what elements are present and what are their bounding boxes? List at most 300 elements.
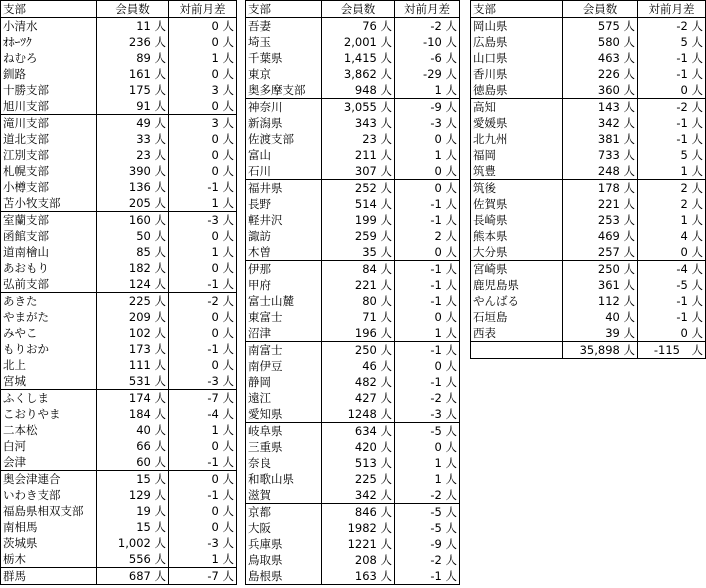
monthly-change: 1 人	[169, 551, 237, 568]
monthly-change: -3 人	[395, 406, 460, 423]
table-row	[246, 423, 460, 440]
monthly-change: 1 人	[638, 212, 706, 228]
monthly-change: 3 人	[169, 115, 237, 132]
table-row	[1, 406, 237, 422]
monthly-change: -1 人	[169, 341, 237, 357]
monthly-change: 2 人	[638, 196, 706, 212]
table-row	[1, 18, 237, 35]
table-row	[1, 357, 237, 373]
branch-name: いわき支部	[3, 488, 61, 502]
table-row	[471, 66, 706, 82]
monthly-change: 1 人	[395, 455, 460, 471]
member-count: 39 人	[563, 325, 638, 342]
branch-name: こおりやま	[3, 407, 61, 421]
monthly-change: 0 人	[395, 163, 460, 180]
member-count: 89 人	[97, 50, 169, 66]
member-count: 184 人	[97, 406, 169, 422]
member-count: 208 人	[322, 552, 395, 568]
monthly-change: -3 人	[395, 115, 460, 131]
member-count: 390 人	[97, 163, 169, 179]
member-count: 1,002 人	[97, 535, 169, 551]
monthly-change: 0 人	[169, 309, 237, 325]
table-row	[471, 147, 706, 163]
monthly-change: -7 人	[169, 390, 237, 407]
member-count: 91 人	[97, 98, 169, 115]
table-row	[1, 131, 237, 147]
monthly-change: 0 人	[395, 180, 460, 197]
branch-name: 鳥取県	[248, 553, 283, 567]
member-count: 343 人	[322, 115, 395, 131]
table-row	[1, 309, 237, 325]
table-row	[246, 406, 460, 423]
monthly-change: 0 人	[169, 260, 237, 276]
member-count: 19 人	[97, 503, 169, 519]
table-row	[1, 503, 237, 519]
member-count: 23 人	[322, 131, 395, 147]
monthly-change: -2 人	[395, 390, 460, 406]
member-count: 252 人	[322, 180, 395, 197]
header-branch: 支部	[1, 1, 97, 18]
branch-name: 二本松	[3, 423, 38, 437]
monthly-change: 2 人	[395, 228, 460, 244]
table-row	[246, 536, 460, 552]
branch-name: 東富士	[248, 310, 283, 324]
branch-name: 釧路	[3, 67, 26, 81]
table-row	[246, 261, 460, 278]
table-row	[246, 18, 460, 35]
table-row	[471, 196, 706, 212]
table-row	[246, 358, 460, 374]
branch-name: ｵﾎｰﾂｸ	[3, 35, 32, 49]
monthly-change: -2 人	[169, 293, 237, 310]
member-count: 136 人	[97, 179, 169, 195]
branch-name: 兵庫県	[248, 537, 283, 551]
branch-name: 徳島県	[473, 83, 508, 97]
member-count: 948 人	[322, 82, 395, 99]
branch-name: 大分県	[473, 245, 508, 259]
branch-name: みやこ	[3, 326, 38, 340]
table-row	[1, 147, 237, 163]
branch-name: 静岡	[248, 375, 271, 389]
member-count: 84 人	[322, 261, 395, 278]
monthly-change: 1 人	[395, 147, 460, 163]
branch-name: 栃木	[3, 552, 26, 566]
monthly-change: 1 人	[638, 163, 706, 180]
table-row	[1, 293, 237, 310]
table-row	[1, 454, 237, 471]
branch-name: 伊那	[246, 261, 322, 278]
branch-name: 熊本県	[473, 229, 508, 243]
branch-name: 福井県	[246, 180, 322, 197]
branch-name: 埼玉	[248, 35, 271, 49]
table-row	[471, 244, 706, 261]
member-count: 463 人	[563, 50, 638, 66]
member-count: 66 人	[97, 438, 169, 454]
member-count: 1248 人	[322, 406, 395, 423]
membership-table-1	[0, 0, 237, 585]
monthly-change: -1 人	[638, 293, 706, 309]
table-row	[471, 325, 706, 342]
branch-name: 南伊豆	[248, 359, 283, 373]
branch-name: 石垣島	[473, 310, 508, 324]
branch-name: 福島県相双支部	[3, 504, 84, 518]
member-count: 211 人	[322, 147, 395, 163]
header-monthly-change: 対前月差	[638, 1, 706, 18]
monthly-change: -29 人	[395, 66, 460, 82]
table-row	[246, 325, 460, 342]
table-row	[246, 99, 460, 116]
monthly-change: 0 人	[638, 82, 706, 99]
branch-name: 旭川支部	[3, 99, 49, 113]
monthly-change: -5 人	[395, 520, 460, 536]
member-count: 46 人	[322, 358, 395, 374]
branch-name: 長崎県	[473, 213, 508, 227]
monthly-change: 0 人	[169, 228, 237, 244]
table-row	[471, 180, 706, 197]
branch-name: 福岡	[473, 148, 496, 162]
monthly-change: -1 人	[169, 454, 237, 471]
member-count: 163 人	[322, 568, 395, 585]
branch-name: 鹿児島県	[473, 278, 519, 292]
branch-name: 道南檜山	[3, 245, 49, 259]
branch-name: ふくしま	[1, 390, 97, 407]
member-count: 513 人	[322, 455, 395, 471]
table-row	[1, 66, 237, 82]
branch-name: 西表	[473, 326, 496, 340]
monthly-change: 0 人	[395, 244, 460, 261]
member-count: 361 人	[563, 277, 638, 293]
total-label	[471, 342, 563, 359]
table-row	[246, 180, 460, 197]
table-row	[471, 131, 706, 147]
branch-name: 南相馬	[3, 520, 38, 534]
monthly-change: -1 人	[395, 277, 460, 293]
monthly-change: 0 人	[169, 325, 237, 341]
member-count: 259 人	[322, 228, 395, 244]
table-row	[246, 520, 460, 536]
member-count: 175 人	[97, 82, 169, 98]
member-count: 50 人	[97, 228, 169, 244]
branch-name: ねむろ	[3, 51, 38, 65]
branch-name: 室蘭支部	[1, 212, 97, 229]
member-count: 469 人	[563, 228, 638, 244]
monthly-change: -2 人	[395, 552, 460, 568]
table-row	[471, 99, 706, 116]
branch-name: 島根県	[248, 569, 283, 583]
monthly-change: 1 人	[169, 244, 237, 260]
table-row	[246, 115, 460, 131]
member-count: 248 人	[563, 163, 638, 180]
table-row	[471, 163, 706, 180]
header-members: 会員数	[322, 1, 395, 18]
member-count: 40 人	[97, 422, 169, 438]
branch-name: 奥多摩支部	[248, 83, 306, 97]
header-members: 会員数	[97, 1, 169, 18]
table-row	[1, 115, 237, 132]
table-row	[1, 325, 237, 341]
total-monthly-change: -115 人	[638, 342, 706, 359]
branch-name: 北上	[3, 358, 26, 372]
monthly-change: -9 人	[395, 99, 460, 116]
member-count: 33 人	[97, 131, 169, 147]
branch-name: やまがた	[3, 310, 49, 324]
table-row	[1, 179, 237, 195]
branch-name: やんばる	[473, 294, 519, 308]
branch-name: 佐賀県	[473, 197, 508, 211]
branch-name: 茨城県	[3, 536, 38, 550]
member-count: 71 人	[322, 309, 395, 325]
monthly-change: -1 人	[395, 212, 460, 228]
member-count: 514 人	[322, 196, 395, 212]
header-branch: 支部	[471, 1, 563, 18]
monthly-change: 0 人	[638, 244, 706, 261]
monthly-change: -1 人	[638, 50, 706, 66]
monthly-change: -1 人	[638, 309, 706, 325]
table-row	[1, 228, 237, 244]
branch-name: 愛媛県	[473, 116, 508, 130]
table-row	[246, 277, 460, 293]
table-row	[1, 244, 237, 260]
table-row	[1, 34, 237, 50]
table-row	[471, 261, 706, 278]
monthly-change: 0 人	[169, 357, 237, 373]
member-count: 196 人	[322, 325, 395, 342]
table-row	[1, 422, 237, 438]
monthly-change: -1 人	[395, 374, 460, 390]
monthly-change: 1 人	[395, 325, 460, 342]
member-count: 182 人	[97, 260, 169, 276]
member-count: 221 人	[563, 196, 638, 212]
branch-name: 香川県	[473, 67, 508, 81]
monthly-change: -7 人	[169, 568, 237, 585]
branch-name: 宮崎県	[471, 261, 563, 278]
table-row	[1, 568, 237, 585]
table-row	[1, 471, 237, 488]
branch-name: 群馬	[1, 568, 97, 585]
monthly-change: -3 人	[169, 373, 237, 390]
branch-name: 岐阜県	[246, 423, 322, 440]
member-count: 846 人	[322, 504, 395, 521]
branch-name: 木曽	[248, 245, 271, 259]
table-row	[1, 341, 237, 357]
member-count: 307 人	[322, 163, 395, 180]
table-row	[246, 50, 460, 66]
branch-name: 諏訪	[248, 229, 271, 243]
member-count: 35 人	[322, 244, 395, 261]
header-monthly-change: 対前月差	[169, 1, 237, 18]
monthly-change: 0 人	[395, 131, 460, 147]
monthly-change: -1 人	[169, 487, 237, 503]
member-count: 225 人	[322, 471, 395, 487]
member-count: 111 人	[97, 357, 169, 373]
branch-name: 富士山麓	[248, 294, 294, 308]
table-row	[246, 147, 460, 163]
branch-name: 三重県	[248, 440, 283, 454]
table-row	[246, 309, 460, 325]
table-row	[471, 228, 706, 244]
table-row	[1, 195, 237, 212]
branch-name: 東京	[248, 67, 271, 81]
table-row	[246, 228, 460, 244]
member-count: 49 人	[97, 115, 169, 132]
member-count: 161 人	[97, 66, 169, 82]
monthly-change: -5 人	[395, 504, 460, 521]
table-row	[246, 163, 460, 180]
branch-name: 江別支部	[3, 148, 49, 162]
monthly-change: 4 人	[638, 228, 706, 244]
branch-name: 長野	[248, 197, 271, 211]
member-count: 80 人	[322, 293, 395, 309]
table-row	[246, 34, 460, 50]
table-row	[246, 293, 460, 309]
table-row	[1, 82, 237, 98]
table-row	[1, 535, 237, 551]
monthly-change: -1 人	[638, 131, 706, 147]
monthly-change: -5 人	[638, 277, 706, 293]
member-count: 360 人	[563, 82, 638, 99]
member-count: 173 人	[97, 341, 169, 357]
membership-table-3	[470, 0, 706, 359]
monthly-change: 0 人	[395, 358, 460, 374]
branch-name: 南富士	[246, 342, 322, 359]
monthly-change: 0 人	[169, 163, 237, 179]
table-row	[1, 551, 237, 568]
member-count: 575 人	[563, 18, 638, 35]
table-row	[471, 277, 706, 293]
branch-name: 小樽支部	[3, 180, 49, 194]
table-row	[246, 552, 460, 568]
monthly-change: 0 人	[169, 18, 237, 35]
table-row	[246, 374, 460, 390]
member-count: 174 人	[97, 390, 169, 407]
member-count: 427 人	[322, 390, 395, 406]
table-row	[471, 309, 706, 325]
member-count: 60 人	[97, 454, 169, 471]
member-count: 556 人	[97, 551, 169, 568]
member-count: 250 人	[322, 342, 395, 359]
table-row	[1, 487, 237, 503]
table-row	[1, 163, 237, 179]
member-count: 76 人	[322, 18, 395, 35]
member-count: 1982 人	[322, 520, 395, 536]
monthly-change: 1 人	[169, 195, 237, 212]
member-count: 124 人	[97, 276, 169, 293]
member-count: 687 人	[97, 568, 169, 585]
member-count: 85 人	[97, 244, 169, 260]
table-row	[1, 373, 237, 390]
table-row	[246, 471, 460, 487]
branch-name: 高知	[471, 99, 563, 116]
total-row	[471, 342, 706, 359]
header-row	[1, 1, 237, 18]
branch-name: 吾妻	[248, 19, 271, 33]
table-row	[246, 131, 460, 147]
monthly-change: -2 人	[638, 18, 706, 35]
branch-name: 滝川支部	[1, 115, 97, 132]
member-count: 250 人	[563, 261, 638, 278]
branch-name: 愛知県	[248, 407, 283, 421]
branch-name: 宮城	[3, 374, 26, 388]
member-count: 221 人	[322, 277, 395, 293]
monthly-change: 0 人	[169, 519, 237, 535]
member-count: 342 人	[322, 487, 395, 504]
table-row	[246, 504, 460, 521]
table-row	[246, 66, 460, 82]
monthly-change: -5 人	[395, 423, 460, 440]
monthly-change: -9 人	[395, 536, 460, 552]
monthly-change: 1 人	[395, 82, 460, 99]
member-count: 1,415 人	[322, 50, 395, 66]
branch-name: 和歌山県	[248, 472, 294, 486]
table-row	[246, 244, 460, 261]
table-row	[471, 34, 706, 50]
branch-name: 沼津	[248, 326, 271, 340]
member-count: 15 人	[97, 519, 169, 535]
member-count: 236 人	[97, 34, 169, 50]
table-row	[1, 390, 237, 407]
table-row	[471, 82, 706, 99]
table-row	[1, 438, 237, 454]
monthly-change: 0 人	[169, 34, 237, 50]
monthly-change: 0 人	[169, 471, 237, 488]
branch-name: 苫小牧支部	[3, 196, 61, 210]
branch-name: 弘前支部	[3, 277, 49, 291]
member-count: 205 人	[97, 195, 169, 212]
branch-name: 軽井沢	[248, 213, 283, 227]
table-row	[246, 390, 460, 406]
monthly-change: -1 人	[638, 66, 706, 82]
monthly-change: -2 人	[395, 18, 460, 35]
member-count: 15 人	[97, 471, 169, 488]
monthly-change: 0 人	[395, 309, 460, 325]
table-row	[471, 115, 706, 131]
table-row	[246, 455, 460, 471]
member-count: 342 人	[563, 115, 638, 131]
member-count: 102 人	[97, 325, 169, 341]
member-count: 129 人	[97, 487, 169, 503]
branch-name: 千葉県	[248, 51, 283, 65]
monthly-change: -4 人	[638, 261, 706, 278]
branch-name: 道北支部	[3, 132, 49, 146]
table-row	[246, 212, 460, 228]
table-row	[246, 439, 460, 455]
monthly-change: -6 人	[395, 50, 460, 66]
branch-name: もりおか	[3, 342, 49, 356]
monthly-change: 0 人	[169, 147, 237, 163]
branch-name: 石川	[248, 164, 271, 178]
monthly-change: -1 人	[395, 568, 460, 585]
branch-name: 筑後	[471, 180, 563, 197]
monthly-change: -3 人	[169, 535, 237, 551]
table-row	[1, 212, 237, 229]
branch-name: 十勝支部	[3, 83, 49, 97]
member-count: 257 人	[563, 244, 638, 261]
branch-name: 北九州	[473, 132, 508, 146]
monthly-change: -3 人	[169, 212, 237, 229]
member-count: 634 人	[322, 423, 395, 440]
member-count: 253 人	[563, 212, 638, 228]
monthly-change: 0 人	[169, 98, 237, 115]
table-row	[1, 98, 237, 115]
member-count: 1221 人	[322, 536, 395, 552]
monthly-change: -1 人	[169, 276, 237, 293]
monthly-change: -1 人	[395, 261, 460, 278]
table-row	[246, 82, 460, 99]
monthly-change: -2 人	[395, 487, 460, 504]
branch-name: 奥会津連合	[1, 471, 97, 488]
branch-name: 佐渡支部	[248, 132, 294, 146]
header-row	[246, 1, 460, 18]
